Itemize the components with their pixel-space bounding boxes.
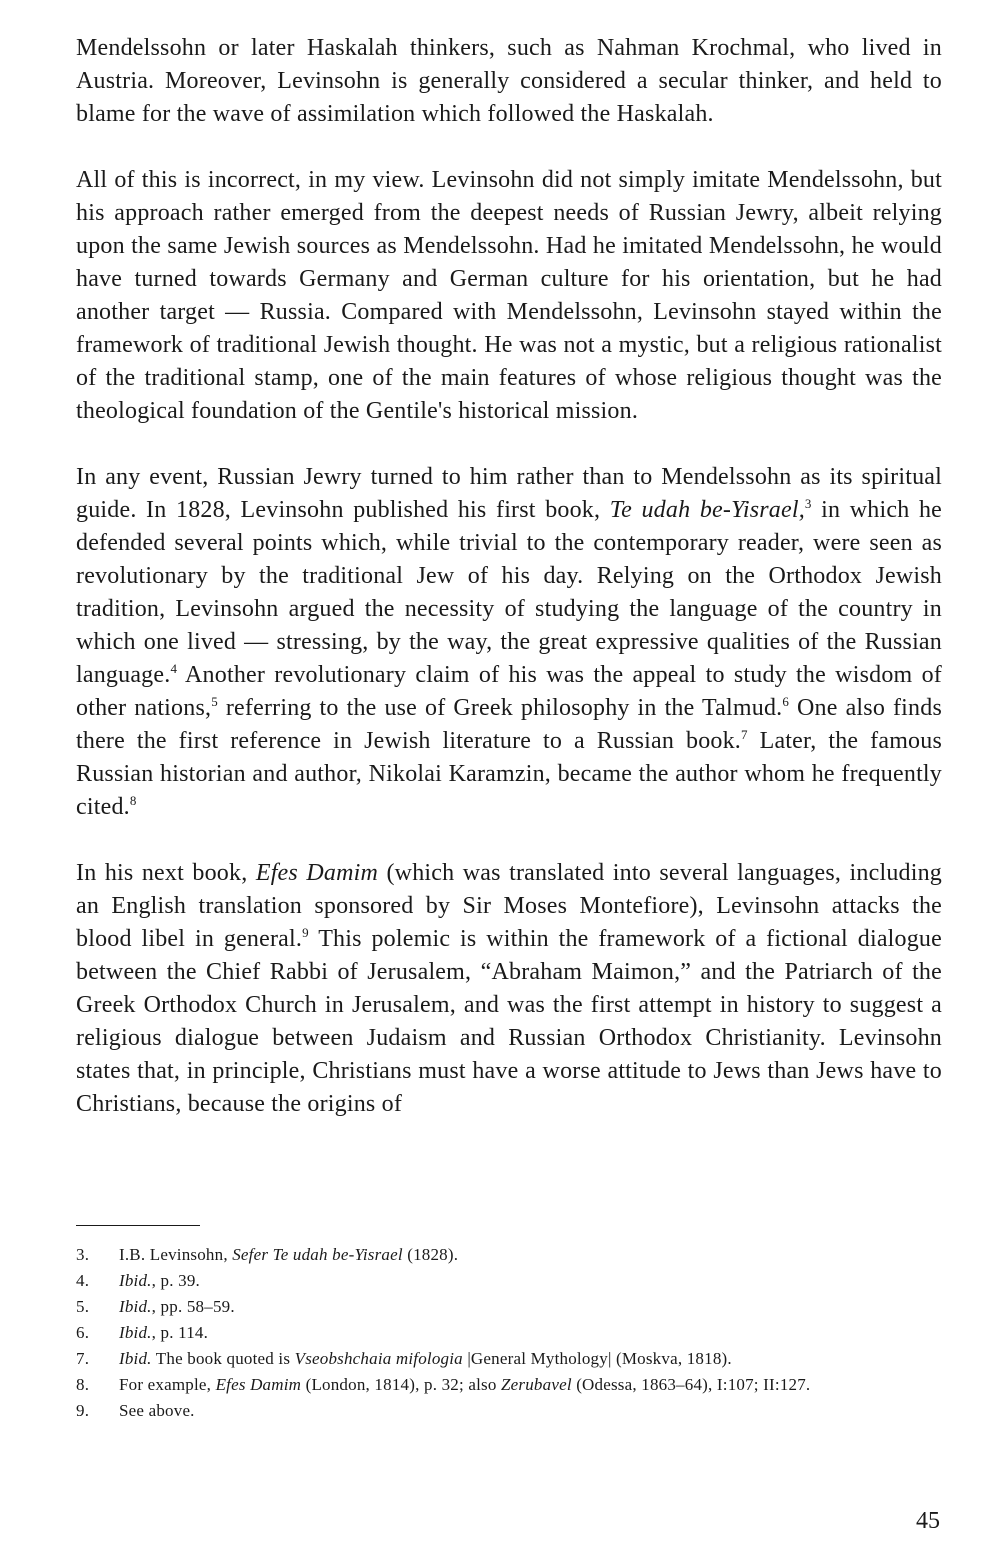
footnote-text: , pp. 58–59. <box>151 1297 235 1316</box>
footnote-ref: 9 <box>302 925 309 940</box>
footnote-ref: 6 <box>782 694 790 709</box>
footnote-title: Vseobshchaia mifologia <box>294 1349 463 1368</box>
text-run: One also finds there the first reference in Jewish literature to a Russian book. <box>76 695 942 754</box>
text-run: This polemic is within the framework of a fictional dialogue between the Chief Rabbi of Jerusalem, “Abraham Maimon,” and the Patriarch of the Greek Orthodox Church in Jerusalem, and was the first attempt in history to suggest a religious dialogue between Judaism and Russian Orthodox Christianity. Levinsohn states that, in principle, Christians must have a worse attitude to Jews than Jews have to Christians, because the origins of <box>76 926 942 1117</box>
footnote-text: For example, <box>119 1375 216 1394</box>
page-number: 45 <box>916 1508 940 1534</box>
footnote-4 <box>76 1268 942 1294</box>
footnote-title: Ibid. <box>119 1297 152 1316</box>
footnote-7 <box>76 1346 942 1372</box>
paragraph-3 <box>76 461 942 824</box>
footnote-text: The book quoted is <box>151 1349 295 1368</box>
footnote-ref: 4 <box>170 661 178 676</box>
text-run: In his next book, <box>76 860 256 886</box>
footnote-ref: 3 <box>804 496 812 511</box>
text-run: In any event, Russian Jewry turned to him rather than to Mendelssohn as its spiritual guide. In 1828, Levinsohn published his first book, <box>76 464 942 523</box>
footnote-number: 5. <box>76 1297 90 1316</box>
text-run: referring to the use of Greek philosophy in the Talmud. <box>217 695 783 721</box>
text-run: Later, the famous Russian historian and author, Nikolai Karamzin, became the author whom he frequently cited. <box>76 728 942 820</box>
footnote-title: Efes Damim <box>215 1375 302 1394</box>
footnote-divider <box>76 1225 200 1226</box>
text-run: Another revolutionary claim of his was the appeal to study the wisdom of other nations, <box>76 662 942 721</box>
footnote-text: (Odessa, 1863–64), I:107; II:127. <box>571 1375 811 1394</box>
footnote-title: Ibid. <box>119 1323 152 1342</box>
text-run: in which he defended several points which, while trivial to the contemporary reader, were seen as revolutionary by the traditional Jew of his day. Relying on the Orthodox Jewish tradition, Levinsohn argued the necessity of studying the language of the country in which one lived — stressing, by the way, the great expressive qualities of the Russian language. <box>76 497 942 688</box>
main-text <box>76 32 942 1121</box>
footnote-number: 8. <box>76 1375 90 1394</box>
book-title: Te udah be-Yisrael, <box>609 497 805 523</box>
footnote-number: 3. <box>76 1245 90 1264</box>
footnote-5 <box>76 1294 942 1320</box>
footnote-3 <box>76 1242 942 1268</box>
paragraph-2: All of this is incorrect, in my view. Levinsohn did not simply imitate Mendelssohn, but his approach rather emerged from the deepest needs of Russian Jewry, albeit relying upon the same Jewish sources as Mendelssohn. Had he imitated Mendelssohn, he would have turned towards Germany and German culture for his orientation, but he had another target — Russia. Compared with Mendelssohn, Levinsohn stayed within the framework of traditional Jewish thought. He was not a mystic, but a religious rationalist of the traditional stamp, one of the main features of whose religious thought was the theological foundation of the Gentile's historical mission. <box>76 167 942 424</box>
footnote-number: 9. <box>76 1401 90 1420</box>
footnote-number: 6. <box>76 1323 90 1342</box>
footnote-title: Zerubavel <box>501 1375 572 1394</box>
footnote-9 <box>76 1398 942 1424</box>
footnote-text: I.B. Levinsohn, <box>119 1245 233 1264</box>
footnote-ref: 8 <box>129 793 137 808</box>
paragraph-1: Mendelssohn or later Haskalah thinkers, such as Nahman Krochmal, who lived in Austria. Moreover, Levinsohn is generally considered a secular thinker, and held to blame for the wave of assimilation which followed the Haskalah. <box>76 35 942 127</box>
footnote-ref: 5 <box>211 694 218 709</box>
text-run: (which was translated into several languages, including an English translation sponsored by Sir Moses Montefiore), Levinsohn attacks the blood libel in general. <box>76 860 942 952</box>
footnote-title: Ibid. <box>119 1271 152 1290</box>
footnote-number: 7. <box>76 1349 90 1368</box>
paragraph-4 <box>76 857 942 1121</box>
footnote-text: , p. 114. <box>151 1323 209 1342</box>
footnote-text: , p. 39. <box>151 1271 200 1290</box>
book-title: Efes Damim <box>255 860 379 886</box>
footnote-text: See above. <box>119 1401 195 1420</box>
footnote-ref: 7 <box>741 727 748 742</box>
footnote-title: Sefer Te udah be-Yisrael <box>232 1245 403 1264</box>
footnote-text: |General Mythology| (Moskva, 1818). <box>462 1349 732 1368</box>
footnotes <box>76 1242 942 1424</box>
footnote-text: (1828). <box>402 1245 459 1264</box>
footnote-number: 4. <box>76 1271 90 1290</box>
footnote-6 <box>76 1320 942 1346</box>
footnote-title: Ibid. <box>119 1349 152 1368</box>
footnote-text: (London, 1814), p. 32; also <box>301 1375 502 1394</box>
footnote-8 <box>76 1372 942 1398</box>
